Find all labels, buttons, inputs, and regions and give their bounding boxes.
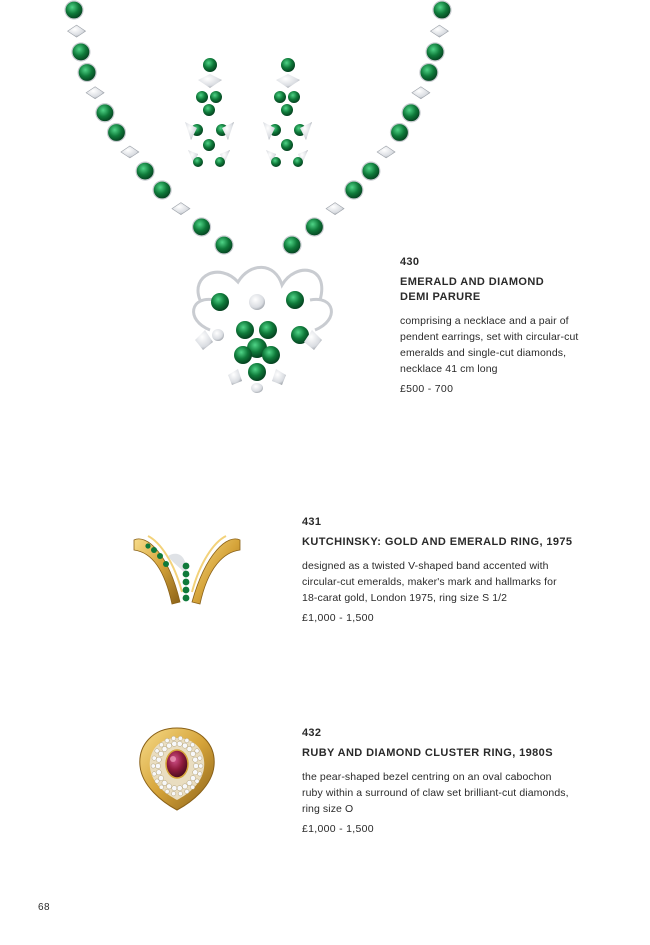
necklace-emerald xyxy=(78,64,96,82)
necklace-emerald xyxy=(391,124,409,142)
lot-number: 431 xyxy=(302,516,322,528)
ruby-ring-diamond xyxy=(193,763,198,768)
necklace-emerald xyxy=(108,124,126,142)
necklace-emerald xyxy=(420,64,438,82)
page-number: 68 xyxy=(38,902,51,913)
ruby-ring-diamond xyxy=(152,772,156,776)
ruby-ring-diamond xyxy=(171,792,175,796)
ruby-ring-diamond xyxy=(158,751,163,756)
necklace-diamond-link xyxy=(121,146,139,158)
ruby-ring-diamond xyxy=(162,746,167,751)
lot-title xyxy=(400,275,630,305)
lot-430 xyxy=(400,256,630,395)
ruby-ring-diamond xyxy=(198,756,202,760)
ruby-ring-diamond xyxy=(156,770,161,775)
necklace-diamond-link xyxy=(172,203,190,215)
left-earring xyxy=(185,58,234,167)
necklace-emerald xyxy=(96,104,114,122)
ruby-ring-diamond xyxy=(190,751,195,756)
necklace-emerald xyxy=(305,218,323,236)
ruby-ring-diamond xyxy=(178,792,182,796)
lot-title-line: KUTCHINSKY: GOLD AND EMERALD RING, 1975 xyxy=(302,536,573,548)
lot-431 xyxy=(302,516,622,624)
necklace-emerald xyxy=(136,162,154,180)
ruby-ring-diamond xyxy=(171,736,175,740)
ruby-ring-diamond xyxy=(155,779,159,783)
ruby-ring-diamond xyxy=(193,757,198,762)
necklace-emerald xyxy=(72,43,90,61)
ruby-ring-diamond xyxy=(162,780,167,785)
necklace-emerald xyxy=(65,1,83,19)
ruby-ring-diamond xyxy=(165,789,169,793)
ruby-ring-diamond xyxy=(151,764,155,768)
ruby-ring-diamond xyxy=(159,785,163,789)
right-earring xyxy=(263,58,312,167)
necklace-emerald xyxy=(193,218,211,236)
ruby-ring-diamond xyxy=(178,736,182,740)
lot-description-line: circular-cut emeralds, maker's mark and hallmarks for xyxy=(302,576,557,588)
necklace-emerald xyxy=(345,181,363,199)
lot-description-line: 18-carat gold, London 1975, ring size S 1/2 xyxy=(302,592,508,604)
lot-number: 432 xyxy=(302,727,322,739)
ruby-ring-diamond xyxy=(165,738,169,742)
ruby-ring-diamond xyxy=(195,749,199,753)
necklace-diamond-link xyxy=(326,203,344,215)
ruby-ring-diamond xyxy=(190,785,194,789)
ruby-ring-diamond xyxy=(177,786,182,791)
ruby-ring-diamond xyxy=(198,772,202,776)
lot-description-line: emeralds and single-cut diamonds, xyxy=(400,347,567,359)
ruby-diamond-cluster-ring-photo xyxy=(132,722,222,814)
ruby-ring-diamond xyxy=(172,741,177,746)
ruby-ring-diamond xyxy=(155,763,160,768)
lot-description xyxy=(302,558,622,606)
necklace-emerald xyxy=(215,236,233,254)
ruby-ring-diamond xyxy=(193,770,198,775)
lot-description-line: the pear-shaped bezel centring on an oval cabochon xyxy=(302,771,552,783)
lot-description-line: ruby within a surround of claw set brilliant-cut diamonds, xyxy=(302,787,569,799)
ruby-ring-diamond xyxy=(172,786,177,791)
lot-title-line: EMERALD AND DIAMOND xyxy=(400,276,545,288)
ruby-ring-diamond xyxy=(199,764,203,768)
necklace-diamond-link xyxy=(430,25,448,37)
lot-title-line: DEMI PARURE xyxy=(400,291,481,303)
necklace-emerald xyxy=(283,236,301,254)
ruby-ring-diamond xyxy=(177,741,182,746)
necklace-emerald xyxy=(153,181,171,199)
lot-estimate: £1,000 - 1,500 xyxy=(302,823,374,835)
ruby-ring-diamond xyxy=(185,789,189,793)
necklace-pendant xyxy=(194,267,332,393)
lot-title xyxy=(302,535,622,550)
lot-estimate: £1,000 - 1,500 xyxy=(302,612,374,624)
ruby-ring-diamond xyxy=(182,743,187,748)
ruby-ring-diamond xyxy=(156,757,161,762)
necklace-diamond-link xyxy=(86,87,104,99)
ruby-ring-diamond xyxy=(187,780,192,785)
lot-description-line: comprising a necklace and a pair of xyxy=(400,315,569,327)
necklace-diamond-link xyxy=(377,146,395,158)
lot-description xyxy=(302,769,622,817)
necklace-emerald xyxy=(433,1,451,19)
lot-description-line: pendent earrings, set with circular-cut xyxy=(400,331,579,343)
ruby-ring-diamond xyxy=(187,746,192,751)
necklace-diamond-link xyxy=(412,87,430,99)
ruby-ring-diamond xyxy=(167,784,172,789)
necklace-emerald xyxy=(402,104,420,122)
ruby-ring-diamond xyxy=(167,743,172,748)
ruby-ring-diamond xyxy=(190,743,194,747)
necklace-emerald xyxy=(362,162,380,180)
lot-description-line: necklace 41 cm long xyxy=(400,363,498,375)
necklace-chain xyxy=(65,1,451,254)
gold-emerald-v-ring-photo xyxy=(128,522,248,617)
lot-title-line: RUBY AND DIAMOND CLUSTER RING, 1980S xyxy=(302,747,553,759)
ruby-ring-diamond xyxy=(182,784,187,789)
necklace-emerald xyxy=(426,43,444,61)
ruby-ring-diamond xyxy=(195,779,199,783)
lot-432 xyxy=(302,727,622,835)
lot-estimate: £500 - 700 xyxy=(400,383,454,395)
ruby-ring-diamond xyxy=(190,776,195,781)
ruby-ring-diamond xyxy=(159,743,163,747)
lot-description-line: designed as a twisted V-shaped band accented with xyxy=(302,560,549,572)
lot-description-line: ring size O xyxy=(302,803,354,815)
ruby-ring-diamond xyxy=(158,776,163,781)
necklace-diamond-link xyxy=(68,25,86,37)
lot-title xyxy=(302,746,622,761)
ruby-ring-diamond xyxy=(152,756,156,760)
lot-description xyxy=(400,313,630,377)
ruby-ring-diamond xyxy=(155,749,159,753)
ruby-ring-diamond xyxy=(185,738,189,742)
lot-number: 430 xyxy=(400,256,420,268)
